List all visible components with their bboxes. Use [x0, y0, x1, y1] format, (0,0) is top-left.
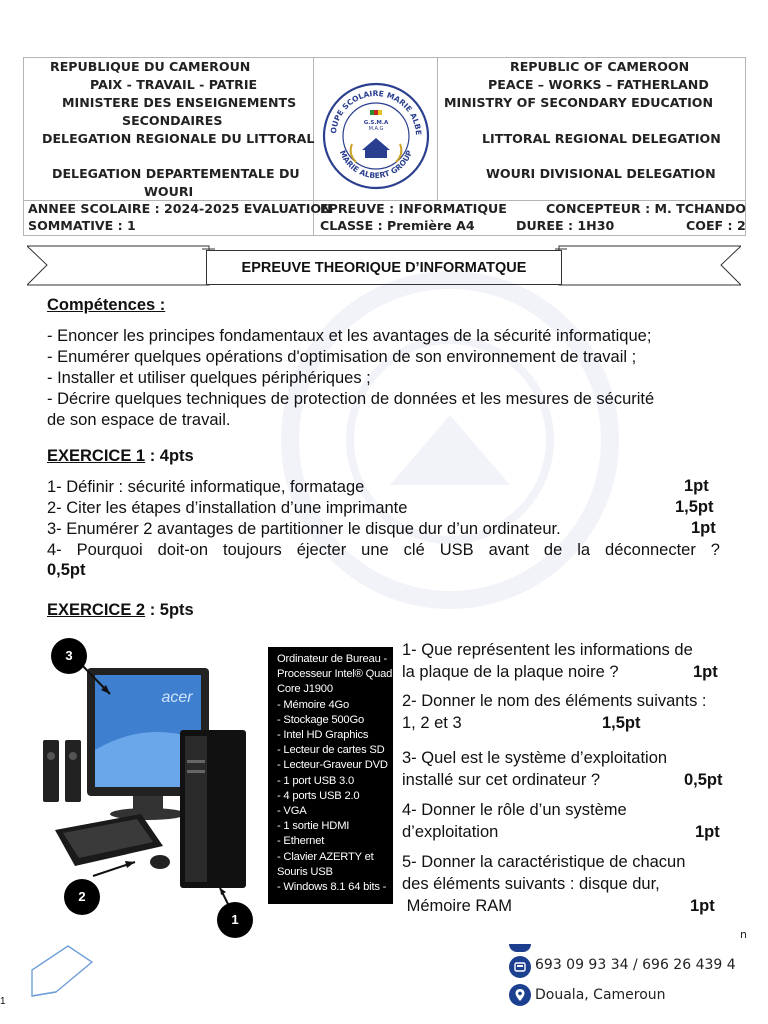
competence-item: - Enoncer les principes fondamentaux et les avantages de la sécurité informatique;	[47, 327, 652, 345]
ex1-question-2: 2- Citer les étapes d’installation d’une imprimante	[47, 499, 408, 517]
monitor-brand: acer	[161, 689, 193, 706]
spec-line: Core J1900	[277, 683, 333, 696]
ex2-q2-text: 1, 2 et 3	[402, 714, 462, 732]
ex1-question-4: 4- Pourquoi doit-on toujours éjecter une clé USB avant de la déconnecter ?	[47, 541, 720, 559]
duration: DUREE : 1H30	[516, 218, 615, 233]
spec-line: - 4 ports USB 2.0	[277, 789, 360, 802]
speaker-left	[43, 740, 59, 802]
ex2-q5-line: 5- Donner la caractéristique de chacun	[402, 853, 686, 871]
header-left-line: DELEGATION REGIONALE DU LITTORAL	[42, 131, 315, 146]
ex2-q5-line: des éléments suivants : disque dur,	[402, 875, 660, 893]
header-left-french	[24, 58, 314, 200]
ex2-q3-text: installé sur cet ordinateur ?	[402, 771, 601, 789]
logo-top-text: OUPE SCOLAIRE MARIE ALBE	[328, 88, 424, 136]
ex2-q5-line-3	[402, 895, 742, 917]
header-left-line: SECONDAIRES	[122, 113, 223, 128]
school-logo	[314, 58, 438, 200]
evaluation-sequence: SOMMATIVE : 1	[28, 218, 136, 233]
spec-line: - Lecteur de cartes SD	[277, 744, 385, 757]
exam-info-left	[24, 201, 332, 236]
header-right-line: MINISTRY OF SECONDARY EDUCATION	[444, 95, 713, 110]
header-right-line: WOURI DIVISIONAL DELEGATION	[486, 166, 716, 181]
ex1-q1-points: 1pt	[684, 477, 709, 495]
location-pin-icon	[509, 984, 531, 1006]
header-table	[23, 57, 746, 236]
spec-line: - Mémoire 4Go	[277, 698, 350, 711]
logo-sub-text: M.A.G	[368, 126, 384, 132]
location-text: Douala, Cameroun	[535, 987, 666, 1003]
competence-item: - Enumérer quelques opérations d'optimisation de son environnement de travail ;	[47, 348, 637, 366]
exam-title: EPREUVE THEORIQUE D’INFORMATQUE	[206, 250, 562, 285]
exam-info-row	[24, 200, 745, 235]
ex2-q4-line: 4- Donner le rôle d’un système	[402, 801, 627, 819]
ex2-q3-line: 3- Quel est le système d’exploitation	[402, 749, 668, 767]
class: CLASSE : Première A4	[320, 218, 475, 233]
ex1-q4-points: 0,5pt	[47, 561, 86, 579]
logo-bottom-text: MARIE ALBERT GROUP	[337, 148, 415, 181]
spec-line: Ordinateur de Bureau -	[277, 653, 388, 665]
phone-number: 693 09 93 34 / 696 26 439 4	[535, 957, 736, 973]
spec-line: - Lecteur-Graveur DVD	[277, 759, 388, 772]
subject: EPREUVE : INFORMATIQUE	[320, 201, 507, 216]
coefficient: COEF : 2	[686, 218, 746, 233]
competence-item: - Installer et utiliser quelques périphériques ;	[47, 369, 371, 387]
ex2-question-5	[402, 851, 742, 917]
school-year: ANNEE SCOLAIRE : 2024-2025 EVALUATION	[28, 201, 332, 216]
designer: CONCEPTEUR : M. TCHANDO	[546, 201, 747, 216]
header-left-line: PAIX - TRAVAIL - PATRIE	[90, 77, 258, 92]
exercise-1-points: : 4pts	[145, 447, 194, 465]
spec-line: - Stockage 500Go	[277, 713, 364, 726]
ex2-q3-line-2	[402, 769, 742, 791]
ex2-q4-text: d’exploitation	[402, 823, 499, 841]
spec-line: - Clavier AZERTY et	[277, 850, 374, 863]
school-logo-cell	[314, 58, 438, 200]
ex2-q4-points: 1pt	[695, 823, 720, 841]
competences-title: Compétences :	[47, 296, 166, 314]
speaker-right	[65, 740, 81, 802]
ex1-q2-points: 1,5pt	[675, 498, 714, 516]
pencil-decoration-icon	[28, 944, 94, 1000]
mouse	[150, 855, 170, 869]
ex2-question-2	[402, 690, 742, 734]
header-left-line: DELEGATION DEPARTEMENTALE DU	[52, 166, 300, 181]
header-right-english	[438, 58, 745, 200]
header-right-line: LITTORAL REGIONAL DELEGATION	[482, 131, 721, 146]
ex2-q1-points: 1pt	[693, 663, 718, 681]
header-right-line: REPUBLIC OF CAMEROON	[510, 59, 690, 74]
spec-line: - VGA	[277, 805, 307, 818]
label-1-marker: 1	[217, 902, 253, 938]
ex1-question-1: 1- Définir : sécurité informatique, formatage	[47, 478, 365, 496]
ex2-q1-text: la plaque de la plaque noire ?	[402, 663, 619, 681]
ex2-q1-line-2	[402, 661, 742, 683]
label-2-marker: 2	[64, 879, 100, 915]
spec-line: - 1 sortie HDMI	[277, 820, 350, 833]
ex2-q4-line-2	[402, 821, 742, 843]
partial-icon	[509, 944, 531, 952]
ex2-q2-points: 1,5pt	[602, 714, 641, 732]
ex2-question-4	[402, 799, 742, 843]
competence-item: - Décrire quelques techniques de protection de données et les mesures de sécurité	[47, 390, 655, 408]
ex2-q2-line: 2- Donner le nom des éléments suivants :	[402, 692, 707, 710]
ex2-q2-line-2	[402, 712, 742, 734]
spec-line: Souris USB	[277, 865, 333, 878]
exercise-2-heading	[47, 600, 194, 621]
ex2-q3-points: 0,5pt	[684, 771, 723, 789]
spec-line: Processeur Intel® Quad	[277, 668, 393, 681]
header-left-line: WOURI	[144, 184, 194, 199]
spec-line: - Intel HD Graphics	[277, 729, 369, 742]
ex2-question-3	[402, 747, 742, 791]
spec-line: - Windows 8.1 64 bits -	[277, 881, 387, 894]
logo-center-text: G.S.M.A	[363, 120, 389, 126]
spec-line: - Ethernet	[277, 835, 325, 848]
ex2-question-1	[402, 639, 742, 683]
exercise-1-title: EXERCICE 1	[47, 447, 146, 465]
stray-character: n	[740, 928, 747, 941]
phone-icon	[509, 956, 531, 978]
header-left-line: MINISTERE DES ENSEIGNEMENTS	[62, 95, 297, 110]
ex1-q3-points: 1pt	[691, 519, 716, 537]
ex2-q5-text: Mémoire RAM	[402, 897, 513, 915]
ex2-q5-points: 1pt	[690, 897, 715, 915]
label-3-marker: 3	[51, 638, 87, 674]
exercise-2-title: EXERCICE 2	[47, 601, 146, 619]
ex2-q1-line: 1- Que représentent les informations de	[402, 641, 693, 659]
exercise-2-points: : 5pts	[145, 601, 194, 619]
watermark-logo	[240, 265, 660, 615]
ex1-question-3: 3- Enumérer 2 avantages de partitionner le disque dur d’un ordinateur.	[47, 520, 561, 538]
exercise-1-heading	[47, 446, 194, 467]
header-left-line: REPUBLIQUE DU CAMEROUN	[50, 59, 251, 74]
computer-spec-label	[268, 647, 393, 904]
header-right-line: PEACE – WORKS – FATHERLAND	[488, 77, 709, 92]
page-number: 1	[0, 996, 6, 1007]
spec-line: - 1 port USB 3.0	[277, 774, 355, 787]
competence-item: de son espace de travail.	[47, 411, 231, 429]
